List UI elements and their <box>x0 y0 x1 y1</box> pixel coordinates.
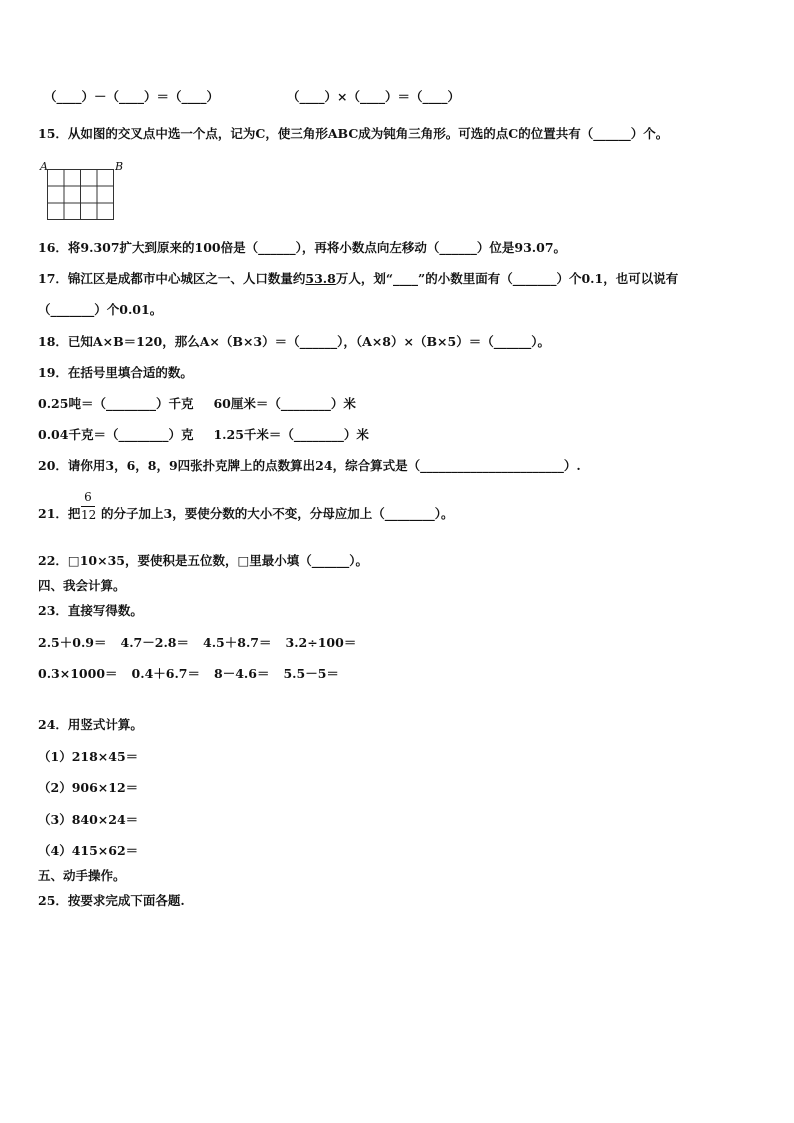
top-equation-right: （____）×（____）＝（____） <box>287 89 460 104</box>
q19-row1-b: 60厘米＝（________）米 <box>213 396 356 411</box>
question-22: 22．□10×35，要使积是五位数，□里最小填（______）。 <box>38 553 369 568</box>
vertical-calc-item: （2）906×12＝ <box>38 780 139 795</box>
fraction <box>81 490 95 523</box>
question-18: 18．已知A×B＝120，那么A×（B×3）＝（______），（A×8）×（B×5）＝（______）。 <box>38 334 550 349</box>
section-5-heading: 五、动手操作。 <box>38 868 126 883</box>
question-23-row1 <box>38 635 356 651</box>
question-20: 20．请你用3，6，8，9四张扑克牌上的点数算出24，综合算式是（_______________________）. <box>38 458 581 473</box>
calc-item: 0.4＋6.7＝ <box>131 666 201 681</box>
question-25: 25．按要求完成下面各题. <box>38 893 185 908</box>
question-24-title: 24．用竖式计算。 <box>38 717 143 732</box>
q19-row1-a: 0.25吨＝（________）千克 <box>38 396 194 411</box>
fraction-numerator: 6 <box>84 490 92 504</box>
q17-underlined-number: 53.8 <box>305 271 336 286</box>
calc-item: 8－4.6＝ <box>214 666 270 681</box>
calc-item: 3.2÷100＝ <box>285 635 357 650</box>
fraction-denominator: 12 <box>81 508 97 522</box>
calc-item: 2.5＋0.9＝ <box>38 635 107 650</box>
question-19-row2 <box>38 427 369 443</box>
q17-prefix: 17．锦江区是成都市中心城区之一、人口数量约 <box>38 271 306 286</box>
question-21-prefix: 21．把 <box>38 506 81 521</box>
question-21-suffix: 的分子加上3，要使分数的大小不变，分母应加上（________）。 <box>101 506 454 521</box>
grid-label-a: A <box>40 160 48 173</box>
vertical-calc-item: （1）218×45＝ <box>38 749 139 764</box>
question-19-title: 19．在括号里填合适的数。 <box>38 365 193 380</box>
q19-row2-b: 1.25千米＝（________）米 <box>213 427 369 442</box>
question-16: 16．将9.307扩大到原来的100倍是（______），再将小数点向左移动（______）位是93.07。 <box>38 240 567 255</box>
q19-row2-a: 0.04千克＝（________）克 <box>38 427 194 442</box>
question-17-line1 <box>38 271 678 287</box>
calc-item: 4.7－2.8＝ <box>120 635 189 650</box>
grid-label-b: B <box>115 160 124 173</box>
vertical-calc-item: （3）840×24＝ <box>38 812 139 827</box>
question-19-row1 <box>38 396 356 412</box>
question-15: 15．从如图的交叉点中选一个点，记为C，使三角形ABC成为钝角三角形。可选的点C的位置共有（______）个。 <box>38 126 669 141</box>
calc-item: 5.5－5＝ <box>283 666 339 681</box>
section-4-heading: 四、我会计算。 <box>38 578 126 593</box>
calc-item: 0.3×1000＝ <box>38 666 118 681</box>
question-17-line2: （_______）个0.01。 <box>38 302 163 317</box>
calc-item: 4.5＋8.7＝ <box>203 635 272 650</box>
q17-suffix: 万人，划“____”的小数里面有（_______）个0.1，也可以说有 <box>335 271 679 286</box>
vertical-calc-item: （4）415×62＝ <box>38 843 139 858</box>
question-23-row2 <box>38 666 339 682</box>
question-23-title: 23．直接写得数。 <box>38 603 143 618</box>
grid-diagram <box>47 169 115 221</box>
top-equation-left: （____）－（____）＝（____） <box>44 89 220 104</box>
